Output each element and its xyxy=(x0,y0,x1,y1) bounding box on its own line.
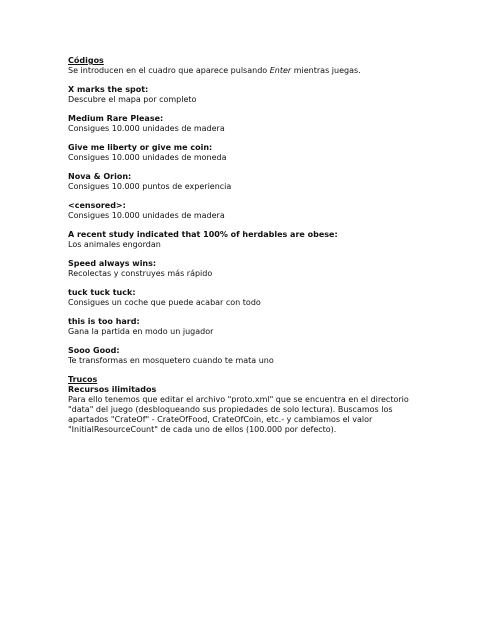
trick-title: Recursos ilimitados xyxy=(68,385,157,394)
code-item xyxy=(68,288,435,308)
tricks-section xyxy=(68,375,435,435)
code-item xyxy=(68,143,435,163)
code-item xyxy=(68,346,435,366)
code-description: Consigues 10.000 puntos de experiencia xyxy=(68,182,232,191)
code-item xyxy=(68,85,435,105)
code-name: tuck tuck tuck: xyxy=(68,288,136,297)
code-description: Recolectas y construyes más rápido xyxy=(68,269,213,278)
code-description: Descubre el mapa por completo xyxy=(68,95,197,104)
code-description: Consigues 10.000 unidades de madera xyxy=(68,124,225,133)
tricks-heading: Trucos xyxy=(68,375,98,384)
code-item xyxy=(68,259,435,279)
code-name: Give me liberty or give me coin: xyxy=(68,143,213,152)
code-name: <censored>: xyxy=(68,201,126,210)
code-item xyxy=(68,230,435,250)
code-name: this is too hard: xyxy=(68,317,140,326)
code-name: X marks the spot: xyxy=(68,85,149,94)
code-name: Nova & Orion: xyxy=(68,172,132,181)
code-item xyxy=(68,201,435,221)
codes-heading: Códigos xyxy=(68,56,104,65)
code-item xyxy=(68,172,435,192)
code-item xyxy=(68,317,435,337)
code-name: A recent study indicated that 100% of herdables are obese: xyxy=(68,230,338,239)
code-name: Speed always wins: xyxy=(68,259,157,268)
codes-intro xyxy=(68,66,435,76)
code-description: Consigues 10.000 unidades de madera xyxy=(68,211,225,220)
code-description: Te transformas en mosquetero cuando te mata uno xyxy=(68,356,274,365)
code-description: Consigues un coche que puede acabar con todo xyxy=(68,298,261,307)
code-name: Sooo Good: xyxy=(68,346,120,355)
code-item xyxy=(68,114,435,134)
code-description: Consigues 10.000 unidades de moneda xyxy=(68,153,227,162)
intro-key: Enter xyxy=(269,66,292,75)
trick-body: Para ello tenemos que editar el archivo "proto.xml" que se encuentra en el directorio "data" del juego (desbloqueando sus propiedades de solo lectura). Buscamos los apartados "CrateOf" - CrateOfFood, CrateOfCoin, etc.- y cambiamos el valor "InitialResourceCount" de cada uno de ellos (100.000 por defecto). xyxy=(68,395,409,434)
intro-text-before: Se introducen en el cuadro que aparece pulsando xyxy=(68,66,270,75)
code-description: Los animales engordan xyxy=(68,240,161,249)
code-description: Gana la partida en modo un jugador xyxy=(68,327,214,336)
code-name: Medium Rare Please: xyxy=(68,114,164,123)
intro-text-after: mientras juegas. xyxy=(291,66,361,75)
